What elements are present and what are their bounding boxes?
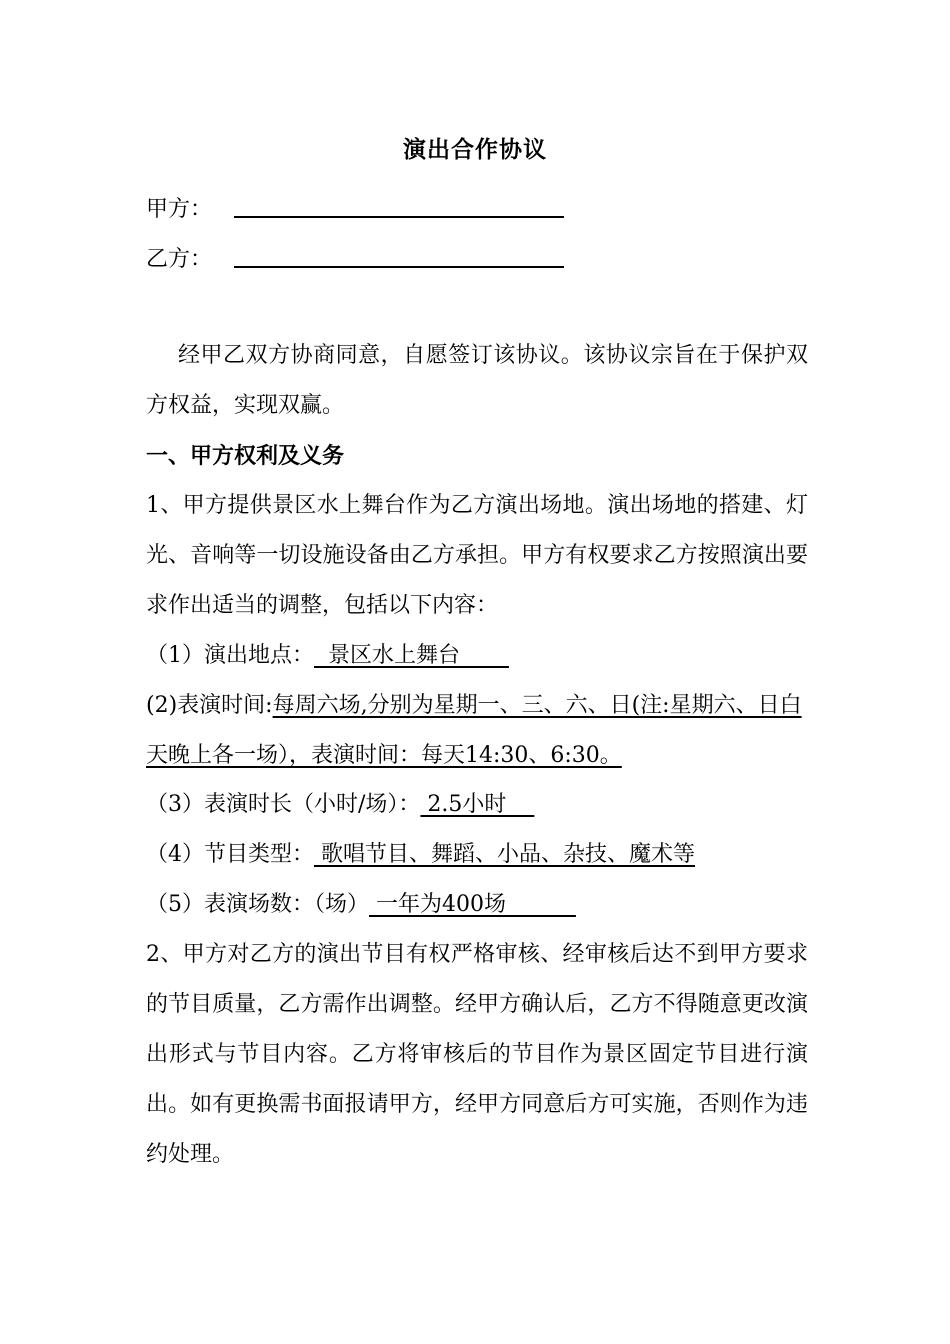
item-2 (146, 681, 808, 781)
clause-2-paragraph: 2、甲方对乙方的演出节目有权严格审核、经审核后达不到甲方要求的节目质量，乙方需作出调整。经甲方确认后，乙方不得随意更改演出形式与节目内容。乙方将审核后的节目作为景区固定节目进行演出。如有更换需书面报请甲方，经甲方同意后方可实施，否则作为违约处理。 (146, 942, 808, 1167)
document-title: 演出合作协议 (403, 136, 547, 163)
item-2-value: 每周六场,分别为星期一、三、六、日(注:星期六、日白天晚上各一场），表演时间：每天14:30、6:30。 (146, 693, 802, 768)
section-1-heading: 一、甲方权利及义务 (146, 443, 345, 469)
item-5 (146, 887, 576, 923)
item-3-value: 2.5小时 (420, 792, 535, 817)
party-a-blank (234, 192, 564, 218)
party-b-label: 乙方： (146, 247, 213, 272)
party-a-line (146, 192, 564, 228)
item-3 (146, 787, 534, 823)
item-3-label: （3）表演时长（小时/场）： (146, 792, 421, 817)
item-5-label: （5）表演场数：（场） (146, 892, 369, 917)
party-b-blank (234, 242, 564, 268)
item-1-value: 景区水上舞台 (314, 643, 509, 668)
item-4-value: 歌唱节目、舞蹈、小品、杂技、魔术等 (314, 842, 695, 867)
item-2-label: (2)表演时间: (146, 693, 273, 718)
item-5-value: 一年为400场 (369, 892, 576, 917)
clause-1-paragraph: 1、甲方提供景区水上舞台作为乙方演出场地。演出场地的搭建、灯光、音响等一切设施设备由乙方承担。甲方有权要求乙方按照演出要求作出适当的调整，包括以下内容： (146, 493, 808, 618)
party-a-label: 甲方： (146, 197, 213, 222)
party-b-line (146, 242, 564, 278)
item-4 (146, 837, 695, 873)
item-1-label: （1）演出地点： (146, 643, 314, 668)
intro-paragraph: 经甲乙双方协商同意，自愿签订该协议。该协议宗旨在于保护双方权益，实现双赢。 (146, 343, 808, 418)
item-1 (146, 638, 509, 674)
item-4-label: （4）节目类型： (146, 842, 314, 867)
